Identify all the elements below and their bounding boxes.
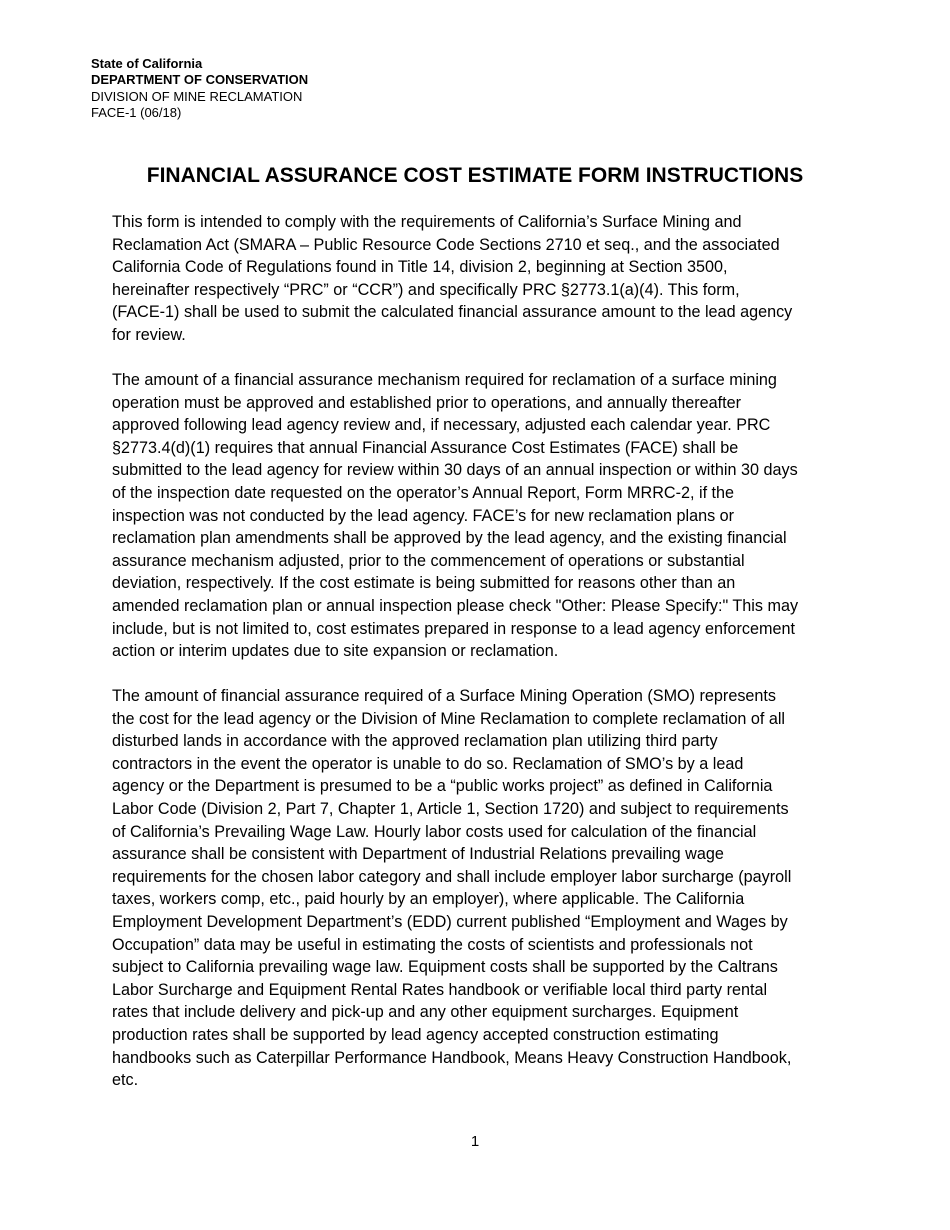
- paragraph-line: contractors in the event the operator is unable to do so. Reclamation of SMO’s by a lead: [112, 754, 744, 773]
- paragraph-line: disturbed lands in accordance with the approved reclamation plan utilizing third party: [112, 732, 718, 751]
- paragraph-line: The amount of a financial assurance mechanism required for reclamation of a surface mining: [112, 371, 777, 389]
- paragraph-line: handbooks such as Caterpillar Performance Handbook, Means Heavy Construction Handbook,: [112, 1048, 792, 1067]
- paragraph-line: deviation, respectively. If the cost estimate is being submitted for reasons other than an: [112, 574, 736, 593]
- paragraph-line: rates that include delivery and pick-up and any other equipment surcharges. Equipment: [112, 1003, 739, 1022]
- paragraph-requirements: [112, 369, 840, 663]
- paragraph-line: assurance mechanism adjusted, prior to the commencement of operations or substantial: [112, 551, 745, 570]
- paragraph-line: of the inspection date requested on the operator’s Annual Report, Form MRRC-2, if the: [112, 483, 735, 502]
- document-header: [91, 56, 308, 121]
- paragraph-line: §2773.4(d)(1) requires that annual Financial Assurance Cost Estimates (FACE) shall be: [112, 438, 739, 457]
- paragraph-line: amended reclamation plan or annual inspection please check "Other: Please Specify:" This may: [112, 596, 799, 615]
- paragraph-line: California Code of Regulations found in Title 14, division 2, beginning at Section 3500,: [112, 258, 728, 277]
- paragraph-line: hereinafter respectively “PRC” or “CCR”) and specifically PRC §2773.1(a)(4). This form,: [112, 280, 740, 299]
- paragraph-line: etc.: [112, 1071, 139, 1090]
- paragraph-line: operation must be approved and established prior to operations, and annually thereafter: [112, 393, 742, 412]
- paragraph-line: The amount of financial assurance required of a Surface Mining Operation (SMO) represents: [112, 687, 777, 705]
- paragraph-line: Labor Code (Division 2, Part 7, Chapter 1, Article 1, Section 1720) and subject to requirements: [112, 799, 789, 818]
- paragraph-line: production rates shall be supported by lead agency accepted construction estimating: [112, 1025, 719, 1044]
- paragraph-line: Reclamation Act (SMARA – Public Resource Code Sections 2710 et seq., and the associated: [112, 235, 780, 254]
- page-title: FINANCIAL ASSURANCE COST ESTIMATE FORM INSTRUCTIONS: [146, 164, 804, 187]
- paragraph-line: inspection was not conducted by the lead agency. FACE’s for new reclamation plans or: [112, 506, 735, 525]
- paragraph-line: submitted to the lead agency for review within 30 days of an annual inspection or within 30 days: [112, 461, 798, 480]
- paragraph-line: This form is intended to comply with the requirements of California’s Surface Mining and: [112, 213, 742, 231]
- paragraph-line: Labor Surcharge and Equipment Rental Rates handbook or verifiable local third party rental: [112, 980, 768, 999]
- paragraph-line: assurance shall be consistent with Department of Industrial Relations prevailing wage: [112, 845, 724, 864]
- paragraph-line: reclamation plan amendments shall be approved by the lead agency, and the existing financial: [112, 529, 787, 548]
- header-state: State of California: [91, 56, 203, 71]
- page-number: 1: [470, 1133, 480, 1150]
- paragraph-line: requirements for the chosen labor category and shall include employer labor surcharge (payroll: [112, 867, 792, 886]
- paragraph-line: Employment Development Department’s (EDD) current published “Employment and Wages by: [112, 912, 788, 931]
- header-division: DIVISION OF MINE RECLAMATION: [91, 88, 303, 104]
- paragraph-purpose: [112, 211, 840, 347]
- paragraph-line: for review.: [112, 325, 186, 344]
- paragraph-line: agency or the Department is presumed to be a “public works project” as defined in California: [112, 777, 773, 796]
- paragraph-line: taxes, workers comp, etc., paid hourly by an employer), where applicable. The California: [112, 890, 745, 909]
- paragraph-line: approved following lead agency review and, if necessary, adjusted each calendar year. PRC: [112, 416, 771, 435]
- paragraph-line: subject to California prevailing wage law. Equipment costs shall be supported by the Caltrans: [112, 958, 778, 977]
- paragraph-line: action or interim updates due to site expansion or reclamation.: [112, 642, 559, 661]
- paragraph-line: Occupation” data may be useful in estimating the costs of scientists and professionals not: [112, 935, 753, 954]
- paragraph-line: include, but is not limited to, cost estimates prepared in response to a lead agency enforcement: [112, 619, 795, 638]
- paragraph-line: (FACE-1) shall be used to submit the calculated financial assurance amount to the lead agency: [112, 303, 793, 322]
- paragraph-cost-basis: [112, 685, 840, 1092]
- header-form-id: FACE-1 (06/18): [91, 104, 182, 120]
- header-department: DEPARTMENT OF CONSERVATION: [91, 72, 309, 88]
- paragraph-line: of California’s Prevailing Wage Law. Hourly labor costs used for calculation of the financial: [112, 822, 757, 841]
- paragraph-line: the cost for the lead agency or the Division of Mine Reclamation to complete reclamation of all: [112, 709, 786, 728]
